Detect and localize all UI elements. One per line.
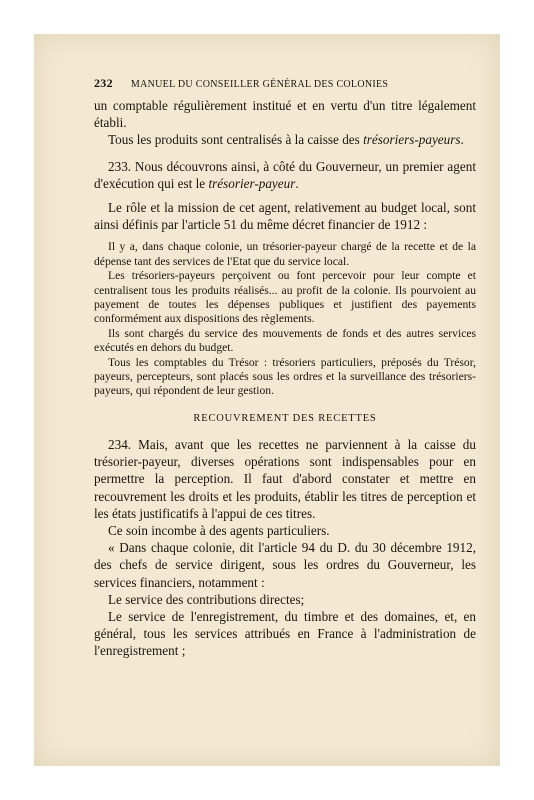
- paragraph-number: 234.: [108, 436, 132, 452]
- paragraph-soin: Ce soin incombe à des agents particuliers.: [108, 522, 330, 538]
- paragraph-punctuation: .: [295, 175, 299, 191]
- paragraph-tous-les-produits: [94, 131, 476, 148]
- paragraph-role: Le rôle et la mission de cet agent, relativement au budget local, sont ainsi définis par l'article 51 du même décret financier de 1912 :: [94, 200, 476, 233]
- quote-paragraph: Tous les comptables du Trésor : trésoriers particuliers, préposés du Trésor, payeurs, percepteurs, sont placés sous les ordres et la surveillance des trésoriers-payeurs, qui répondent de leur gestion.: [94, 355, 476, 398]
- carry-over-paragraph: un comptable régulièrement institué et en vertu d'un titre légalement établi.: [94, 98, 476, 131]
- page-content: [94, 76, 476, 660]
- italic-term: trésoriers-payeurs: [363, 132, 461, 148]
- paragraph-234: [94, 436, 476, 522]
- paragraph-text: Mais, avant que les recettes ne parviennent à la caisse du trésorier-payeur, diverses opérations sont indispensables pour en permettre la perception. Il faut d'abord constater et mettre en recouvrement les droits et les produits, établir les titres de perception et les états justificatifs à l'appui de ces titres.: [94, 436, 476, 521]
- quote-paragraph: Les trésoriers-payeurs perçoivent ou font percevoir pour leur compte et centralisent tous les produits réalisés... au profit de la colonie. Ils pourvoient au payement de toutes les dépenses publiques et justifient des payements conformément aux dispositions des règlements.: [94, 269, 476, 326]
- running-title: MANUEL DU CONSEILLER GÉNÉRAL DES COLONIES: [130, 79, 389, 90]
- paragraph-text: Tous les produits sont centralisés à la caisse des: [108, 132, 364, 148]
- paragraph-number: 233.: [108, 158, 132, 174]
- paragraph-article-94: « Dans chaque colonie, dit l'article 94 du D. du 30 décembre 1912, des chefs de service dirigent, sous les ordres du Gouverneur, les services financiers, notamment :: [94, 540, 476, 590]
- quote-paragraph: Il y a, dans chaque colonie, un trésorier-payeur chargé de la recette et de la dépense tant des services de l'Etat que du service local.: [94, 240, 476, 268]
- book-page: [34, 34, 500, 766]
- quoted-article: [94, 240, 476, 398]
- paragraph-contributions: Le service des contributions directes;: [108, 591, 305, 607]
- paragraph-text: Nous découvrons ainsi, à côté du Gouverneur, un premier agent d'exécution qui est le: [94, 158, 476, 191]
- italic-term: trésorier-payeur: [208, 175, 296, 191]
- page-number: 232: [94, 76, 113, 90]
- paragraph-233: [94, 158, 476, 192]
- page-header: [94, 76, 476, 91]
- paragraph-enregistrement: Le service de l'enregistrement, du timbre et des domaines, et, en général, tous les services attribués en France à l'administration de l'enregistrement ;: [94, 608, 476, 659]
- paragraph-punctuation: .: [460, 132, 464, 148]
- quote-paragraph: Ils sont chargés du service des mouvements de fonds et des autres services exécutés en dehors du budget.: [94, 326, 476, 355]
- section-heading: RECOUVREMENT DES RECETTES: [193, 412, 377, 424]
